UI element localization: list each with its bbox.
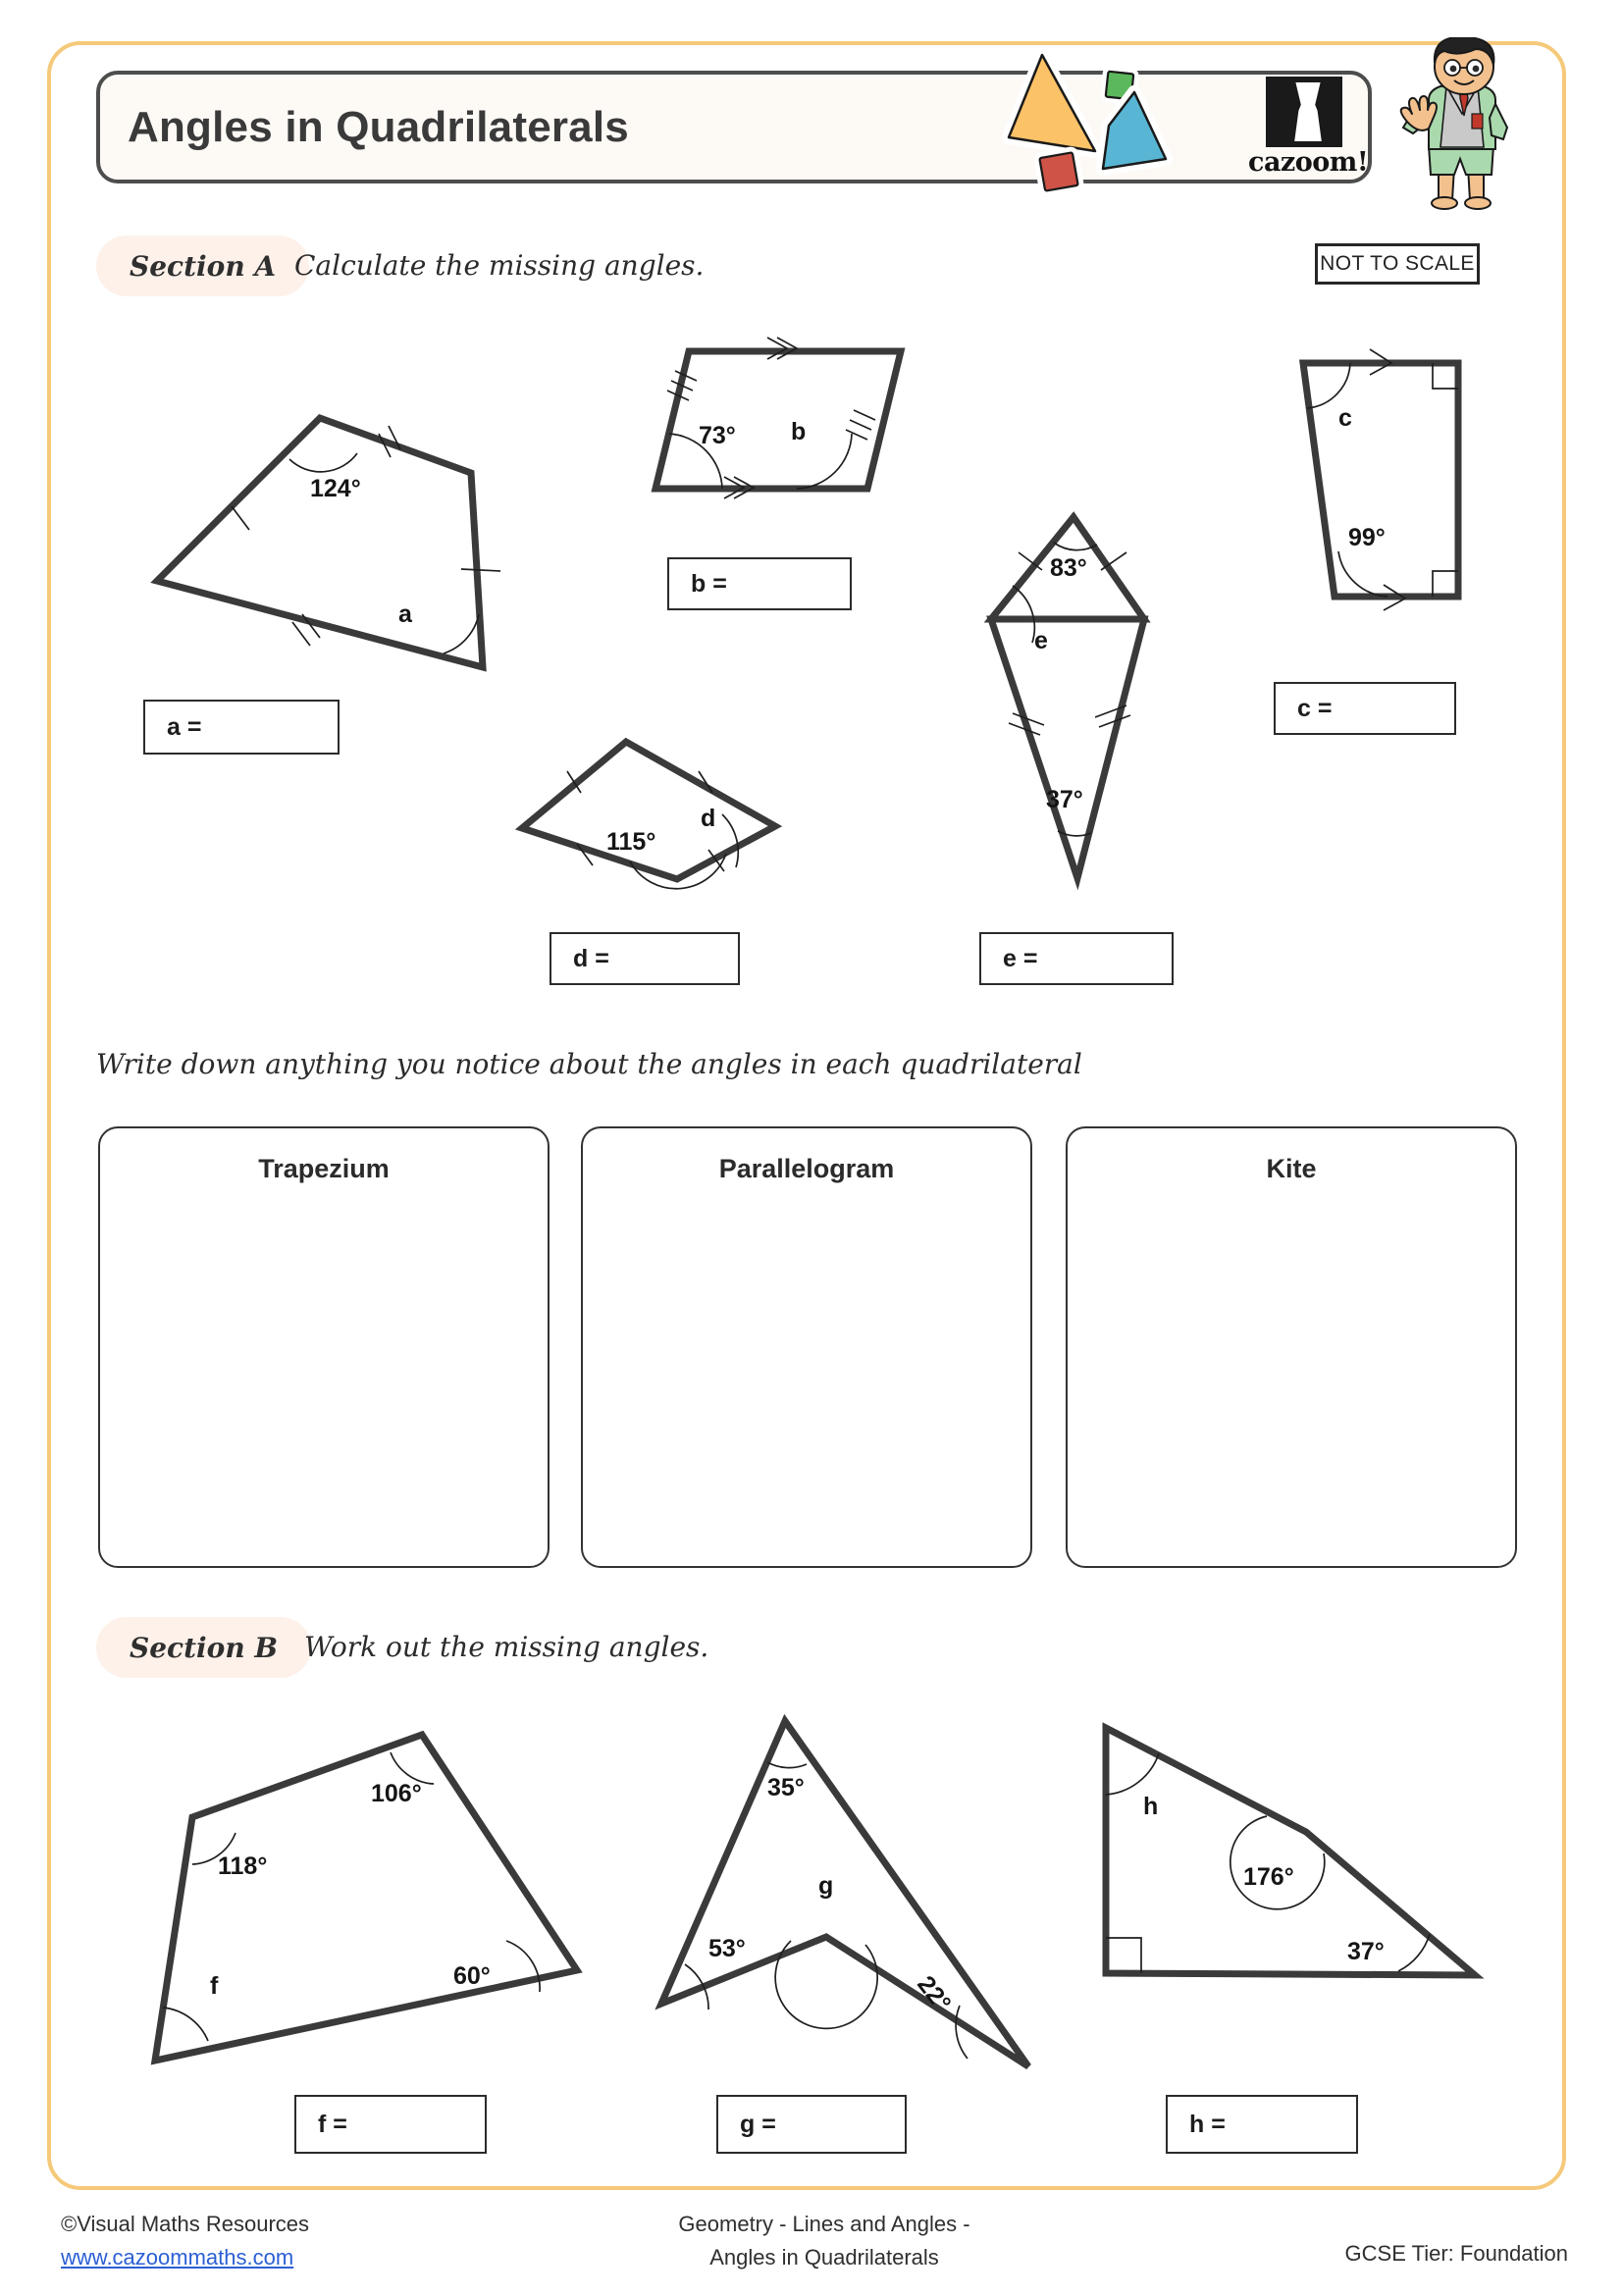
angle-label-b: b	[791, 418, 807, 445]
figure-shape-d	[491, 706, 814, 903]
section-b-tag: Section B	[96, 1617, 311, 1678]
angle-label-124: 124°	[310, 475, 361, 502]
answer-box-c[interactable]: c =	[1274, 682, 1456, 735]
section-a-instruction: Calculate the missing angles.	[294, 249, 705, 282]
orange-triangle-shape	[1009, 55, 1095, 151]
angle-label-73: 73°	[699, 422, 736, 449]
note-box-label: Parallelogram	[718, 1154, 895, 1183]
figure-shape-e	[952, 496, 1187, 908]
angle-label-106: 106°	[371, 1780, 422, 1807]
angle-label-118: 118°	[218, 1852, 268, 1880]
figure-shape-b	[628, 324, 952, 540]
cazoom-wordmark: cazoom!	[1248, 147, 1369, 178]
figure-shape-a	[128, 383, 540, 706]
footer-centre	[550, 2208, 1099, 2274]
answer-box-h[interactable]: h =	[1166, 2095, 1358, 2154]
page-footer	[0, 2208, 1623, 2296]
angle-label-a: a	[398, 600, 412, 628]
footer-left	[61, 2208, 309, 2274]
angle-label-22: 22°	[912, 1970, 957, 2017]
angle-label-176: 176°	[1243, 1863, 1294, 1891]
angle-label-83: 83°	[1050, 554, 1087, 582]
notice-prompt: Write down anything you notice about the angles in each quadrilateral	[96, 1048, 1082, 1080]
section-a-tag: Section A	[96, 235, 309, 296]
angle-label-g: g	[818, 1872, 834, 1900]
answer-box-g[interactable]: g =	[716, 2095, 907, 2154]
footer-topic-line1: Geometry - Lines and Angles -	[678, 2212, 970, 2236]
footer-copyright: ©Visual Maths Resources	[61, 2212, 310, 2236]
note-box-label: Kite	[1266, 1154, 1317, 1183]
cazoom-logo	[1248, 77, 1369, 178]
note-box-trapezium[interactable]	[98, 1126, 550, 1568]
angle-label-37: 37°	[1046, 786, 1083, 813]
blue-quadrilateral-shape	[1103, 92, 1166, 169]
angle-label-e: e	[1034, 627, 1048, 654]
figure-shape-g	[618, 1697, 1050, 2110]
footer-website-link[interactable]: www.cazoommaths.com	[61, 2245, 294, 2270]
page-title: Angles in Quadrilaterals	[128, 103, 629, 151]
cazoom-glass-icon	[1266, 77, 1342, 147]
footer-topic-line2: Angles in Quadrilaterals	[709, 2245, 939, 2270]
figure-shape-h	[1065, 1693, 1496, 2075]
answer-box-a[interactable]: a =	[143, 700, 340, 755]
angle-label-99: 99°	[1348, 524, 1386, 551]
figure-shape-c	[1266, 334, 1521, 648]
footer-tier: GCSE Tier: Foundation	[1344, 2241, 1568, 2266]
angle-label-h: h	[1143, 1793, 1159, 1820]
note-box-label: Trapezium	[258, 1154, 390, 1183]
not-to-scale-badge: NOT TO SCALE	[1315, 243, 1480, 285]
angle-label-c: c	[1338, 404, 1352, 432]
note-box-parallelogram[interactable]	[581, 1126, 1032, 1568]
answer-box-b[interactable]: b =	[667, 557, 852, 610]
student-mascot-icon	[1382, 37, 1539, 212]
angle-label-60: 60°	[453, 1962, 491, 1990]
red-square-shape	[1039, 152, 1077, 190]
note-box-kite[interactable]	[1066, 1126, 1517, 1568]
decorative-shapes	[1001, 49, 1256, 206]
angle-label-53: 53°	[708, 1935, 746, 1962]
angle-label-37: 37°	[1347, 1938, 1385, 1965]
angle-label-f: f	[210, 1972, 219, 2000]
angle-label-115: 115°	[606, 828, 656, 856]
answer-box-d[interactable]: d =	[550, 932, 740, 985]
answer-box-e[interactable]: e =	[979, 932, 1174, 985]
section-b-instruction: Work out the missing angles.	[304, 1631, 709, 1663]
angle-label-35: 35°	[767, 1774, 805, 1801]
figure-shape-f	[128, 1707, 589, 2100]
angle-label-d: d	[701, 805, 716, 832]
answer-box-f[interactable]: f =	[294, 2095, 487, 2154]
